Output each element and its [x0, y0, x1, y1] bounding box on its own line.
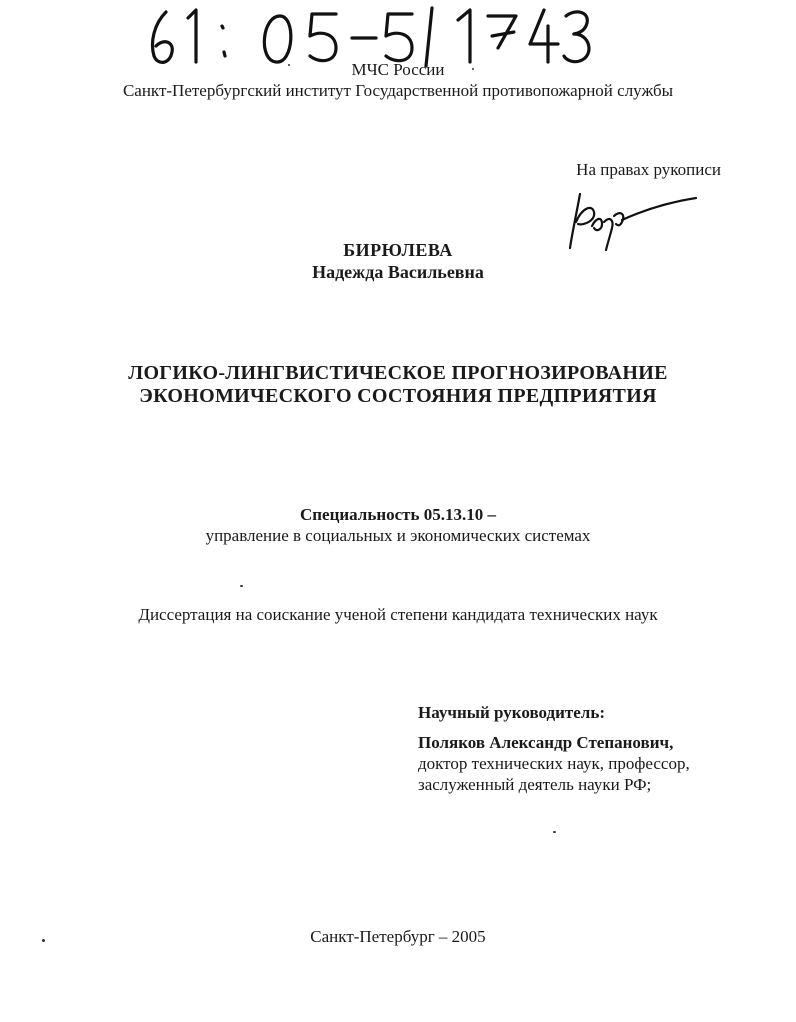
- institute-name: Санкт-Петербургский институт Государственной противопожарной службы: [122, 81, 674, 100]
- manuscript-rights-note: На правах рукописи: [576, 160, 721, 179]
- supervisor-heading: Научный руководитель:: [418, 703, 605, 722]
- city-year: Санкт-Петербург – 2005: [310, 927, 486, 946]
- dissertation-title-line-2: ЭКОНОМИЧЕСКОГО СОСТОЯНИЯ ПРЕДПРИЯТИЯ: [139, 385, 657, 407]
- supervisor-degree: доктор технических наук, профессор,: [418, 754, 690, 773]
- scan-speck: [288, 64, 290, 66]
- scan-speck: [240, 585, 243, 587]
- dissertation-degree-statement: Диссертация на соискание ученой степени кандидата технических наук: [138, 605, 658, 624]
- author-surname: БИРЮЛЕВА: [343, 240, 453, 260]
- dissertation-title-line-1: ЛОГИКО-ЛИНГВИСТИЧЕСКОЕ ПРОГНОЗИРОВАНИЕ: [128, 362, 668, 384]
- supervisor-honor: заслуженный деятель науки РФ;: [418, 775, 652, 794]
- supervisor-name: Поляков Александр Степанович,: [418, 733, 674, 752]
- scan-speck: [42, 939, 45, 942]
- specialty-code: Специальность 05.13.10 –: [299, 505, 497, 524]
- specialty-name: управление в социальных и экономических системах: [205, 526, 591, 545]
- scan-speck: [472, 68, 474, 70]
- scan-speck: [553, 831, 556, 833]
- organization-name: МЧС России: [351, 60, 445, 79]
- author-given-names: Надежда Васильевна: [312, 262, 484, 282]
